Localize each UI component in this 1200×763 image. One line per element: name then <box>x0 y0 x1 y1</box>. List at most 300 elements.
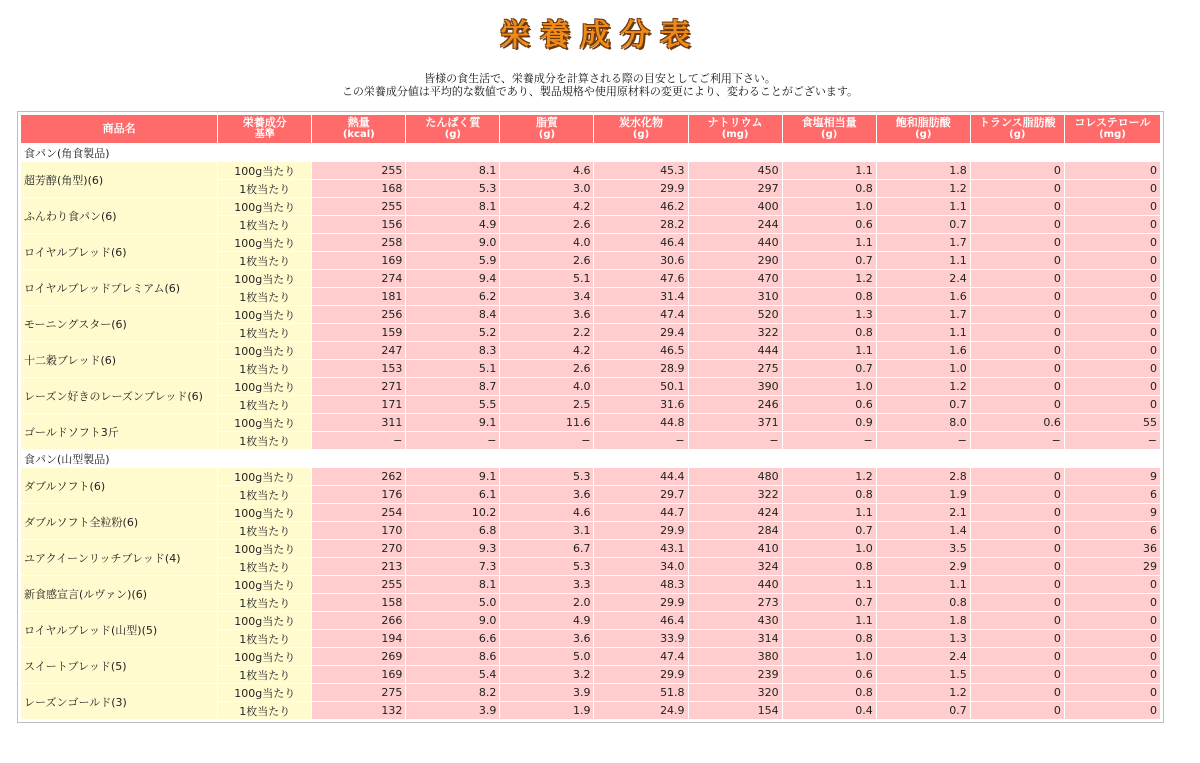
saturated-fat-value: 0.7 <box>877 216 970 233</box>
protein-value: 8.2 <box>406 684 499 701</box>
salt-value: 1.1 <box>783 612 876 629</box>
intro-line-2: この栄養成分値は平均的な数値であり、製品規格や使用原材料の変更により、変わることがございます。 <box>341 85 859 98</box>
basis-label: 1枚当たり <box>218 216 311 233</box>
salt-value: 1.0 <box>783 540 876 557</box>
saturated-fat-value: 1.6 <box>877 342 970 359</box>
carbohydrate-value: 33.9 <box>594 630 687 647</box>
table-row <box>21 576 1160 593</box>
energy-value: 159 <box>312 324 405 341</box>
fat-value: 2.0 <box>500 594 593 611</box>
product-name: 超芳醇(角型)(6) <box>21 162 217 197</box>
sodium-value: − <box>689 432 782 449</box>
sodium-value: 246 <box>689 396 782 413</box>
saturated-fat-value: 1.1 <box>877 324 970 341</box>
energy-value: 269 <box>312 648 405 665</box>
saturated-fat-value: 1.7 <box>877 306 970 323</box>
fat-value: 3.6 <box>500 630 593 647</box>
protein-value: 5.5 <box>406 396 499 413</box>
trans-fat-value: 0 <box>971 162 1064 179</box>
cholesterol-value: 6 <box>1065 522 1160 539</box>
trans-fat-value: 0 <box>971 576 1064 593</box>
fat-value: 6.7 <box>500 540 593 557</box>
trans-fat-value: 0 <box>971 522 1064 539</box>
cholesterol-value: 0 <box>1065 288 1160 305</box>
carbohydrate-value: 47.6 <box>594 270 687 287</box>
table-row <box>21 270 1160 287</box>
fat-value: 1.9 <box>500 702 593 719</box>
energy-value: 271 <box>312 378 405 395</box>
table-row <box>21 414 1160 431</box>
sodium-value: 380 <box>689 648 782 665</box>
fat-value: 2.6 <box>500 216 593 233</box>
energy-value: 254 <box>312 504 405 521</box>
energy-value: 169 <box>312 252 405 269</box>
cholesterol-value: 0 <box>1065 378 1160 395</box>
protein-value: 9.0 <box>406 612 499 629</box>
basis-label: 100g当たり <box>218 504 311 521</box>
saturated-fat-value: 1.1 <box>877 576 970 593</box>
header-sodium: ナトリウム (mg) <box>689 115 782 143</box>
trans-fat-value: 0 <box>971 594 1064 611</box>
category-row <box>21 450 1160 467</box>
energy-value: 255 <box>312 198 405 215</box>
saturated-fat-value: 1.2 <box>877 378 970 395</box>
basis-label: 100g当たり <box>218 342 311 359</box>
cholesterol-value: 0 <box>1065 684 1160 701</box>
product-name: レーズンゴールド(3) <box>21 684 217 719</box>
energy-value: 132 <box>312 702 405 719</box>
basis-label: 1枚当たり <box>218 558 311 575</box>
fat-value: 2.2 <box>500 324 593 341</box>
cholesterol-value: 36 <box>1065 540 1160 557</box>
salt-value: 0.8 <box>783 324 876 341</box>
saturated-fat-value: 1.2 <box>877 684 970 701</box>
salt-value: 0.7 <box>783 522 876 539</box>
protein-value: 8.6 <box>406 648 499 665</box>
carbohydrate-value: 28.9 <box>594 360 687 377</box>
fat-value: 5.3 <box>500 468 593 485</box>
sodium-value: 244 <box>689 216 782 233</box>
salt-value: 1.0 <box>783 648 876 665</box>
fat-value: 4.0 <box>500 378 593 395</box>
saturated-fat-value: 1.4 <box>877 522 970 539</box>
salt-value: 1.0 <box>783 198 876 215</box>
sodium-value: 154 <box>689 702 782 719</box>
salt-value: 0.7 <box>783 360 876 377</box>
salt-value: 0.8 <box>783 288 876 305</box>
fat-value: 4.9 <box>500 612 593 629</box>
protein-value: 8.3 <box>406 342 499 359</box>
basis-label: 1枚当たり <box>218 666 311 683</box>
product-name: ゴールドソフト3斤 <box>21 414 217 449</box>
energy-value: 255 <box>312 576 405 593</box>
sodium-value: 322 <box>689 324 782 341</box>
product-name: ロイヤルブレッド(6) <box>21 234 217 269</box>
energy-value: 311 <box>312 414 405 431</box>
protein-value: 5.4 <box>406 666 499 683</box>
sodium-value: 284 <box>689 522 782 539</box>
carbohydrate-value: 29.9 <box>594 180 687 197</box>
saturated-fat-value: 3.5 <box>877 540 970 557</box>
salt-value: 1.1 <box>783 576 876 593</box>
trans-fat-value: 0 <box>971 504 1064 521</box>
energy-value: 181 <box>312 288 405 305</box>
header-row <box>21 115 1160 143</box>
carbohydrate-value: 29.7 <box>594 486 687 503</box>
basis-label: 1枚当たり <box>218 630 311 647</box>
salt-value: 1.2 <box>783 468 876 485</box>
cholesterol-value: 0 <box>1065 594 1160 611</box>
sodium-value: 390 <box>689 378 782 395</box>
basis-label: 100g当たり <box>218 468 311 485</box>
protein-value: 9.1 <box>406 468 499 485</box>
sodium-value: 440 <box>689 576 782 593</box>
protein-value: 5.0 <box>406 594 499 611</box>
salt-value: 1.3 <box>783 306 876 323</box>
saturated-fat-value: 1.3 <box>877 630 970 647</box>
trans-fat-value: 0 <box>971 324 1064 341</box>
basis-label: 1枚当たり <box>218 522 311 539</box>
trans-fat-value: 0 <box>971 558 1064 575</box>
basis-label: 100g当たり <box>218 234 311 251</box>
saturated-fat-value: 1.8 <box>877 162 970 179</box>
protein-value: 9.3 <box>406 540 499 557</box>
trans-fat-value: 0 <box>971 288 1064 305</box>
trans-fat-value: 0 <box>971 648 1064 665</box>
cholesterol-value: 0 <box>1065 702 1160 719</box>
trans-fat-value: 0 <box>971 180 1064 197</box>
table-row <box>21 540 1160 557</box>
fat-value: 2.5 <box>500 396 593 413</box>
product-name: ダブルソフト(6) <box>21 468 217 503</box>
saturated-fat-value: 0.7 <box>877 396 970 413</box>
fat-value: − <box>500 432 593 449</box>
nutrition-table-frame <box>17 111 1164 723</box>
protein-value: − <box>406 432 499 449</box>
fat-value: 4.2 <box>500 342 593 359</box>
product-name: ロイヤルブレッドプレミアム(6) <box>21 270 217 305</box>
nutrition-table <box>20 114 1161 720</box>
energy-value: 266 <box>312 612 405 629</box>
table-row <box>21 648 1160 665</box>
saturated-fat-value: 1.1 <box>877 252 970 269</box>
cholesterol-value: 0 <box>1065 252 1160 269</box>
fat-value: 3.2 <box>500 666 593 683</box>
energy-value: 255 <box>312 162 405 179</box>
energy-value: 258 <box>312 234 405 251</box>
carbohydrate-value: 44.7 <box>594 504 687 521</box>
product-name: 新食感宣言(ルヴァン)(6) <box>21 576 217 611</box>
fat-value: 2.6 <box>500 252 593 269</box>
table-body <box>21 144 1160 719</box>
title-area <box>0 10 1200 54</box>
carbohydrate-value: 24.9 <box>594 702 687 719</box>
protein-value: 5.9 <box>406 252 499 269</box>
fat-value: 4.2 <box>500 198 593 215</box>
trans-fat-value: 0 <box>971 270 1064 287</box>
saturated-fat-value: 1.8 <box>877 612 970 629</box>
salt-value: 1.0 <box>783 378 876 395</box>
cholesterol-value: 6 <box>1065 486 1160 503</box>
cholesterol-value: 0 <box>1065 360 1160 377</box>
fat-value: 4.6 <box>500 504 593 521</box>
carbohydrate-value: 46.4 <box>594 234 687 251</box>
header-basis: 栄養成分 基準 <box>218 115 311 143</box>
salt-value: 1.1 <box>783 342 876 359</box>
carbohydrate-value: 29.4 <box>594 324 687 341</box>
saturated-fat-value: 2.8 <box>877 468 970 485</box>
salt-value: 1.1 <box>783 162 876 179</box>
header-trans-fat: トランス脂肪酸 (g) <box>971 115 1064 143</box>
fat-value: 4.0 <box>500 234 593 251</box>
energy-value: 275 <box>312 684 405 701</box>
protein-value: 8.7 <box>406 378 499 395</box>
trans-fat-value: 0.6 <box>971 414 1064 431</box>
sodium-value: 239 <box>689 666 782 683</box>
energy-value: 168 <box>312 180 405 197</box>
carbohydrate-value: 29.9 <box>594 666 687 683</box>
saturated-fat-value: 1.2 <box>877 180 970 197</box>
energy-value: 153 <box>312 360 405 377</box>
fat-value: 11.6 <box>500 414 593 431</box>
sodium-value: 440 <box>689 234 782 251</box>
sodium-value: 320 <box>689 684 782 701</box>
trans-fat-value: 0 <box>971 378 1064 395</box>
sodium-value: 273 <box>689 594 782 611</box>
fat-value: 5.1 <box>500 270 593 287</box>
trans-fat-value: 0 <box>971 342 1064 359</box>
saturated-fat-value: 1.1 <box>877 198 970 215</box>
trans-fat-value: 0 <box>971 216 1064 233</box>
cholesterol-value: 0 <box>1065 216 1160 233</box>
salt-value: 0.4 <box>783 702 876 719</box>
protein-value: 8.1 <box>406 576 499 593</box>
energy-value: 262 <box>312 468 405 485</box>
trans-fat-value: 0 <box>971 684 1064 701</box>
saturated-fat-value: 2.4 <box>877 270 970 287</box>
table-row <box>21 684 1160 701</box>
carbohydrate-value: 28.2 <box>594 216 687 233</box>
basis-label: 1枚当たり <box>218 252 311 269</box>
sodium-value: 400 <box>689 198 782 215</box>
salt-value: 0.9 <box>783 414 876 431</box>
protein-value: 8.1 <box>406 162 499 179</box>
basis-label: 1枚当たり <box>218 360 311 377</box>
sodium-value: 424 <box>689 504 782 521</box>
cholesterol-value: 0 <box>1065 342 1160 359</box>
cholesterol-value: 0 <box>1065 198 1160 215</box>
protein-value: 6.2 <box>406 288 499 305</box>
basis-label: 1枚当たり <box>218 702 311 719</box>
saturated-fat-value: 2.4 <box>877 648 970 665</box>
salt-value: − <box>783 432 876 449</box>
carbohydrate-value: 47.4 <box>594 306 687 323</box>
energy-value: 169 <box>312 666 405 683</box>
cholesterol-value: − <box>1065 432 1160 449</box>
basis-label: 100g当たり <box>218 270 311 287</box>
carbohydrate-value: 45.3 <box>594 162 687 179</box>
energy-value: 156 <box>312 216 405 233</box>
cholesterol-value: 0 <box>1065 162 1160 179</box>
cholesterol-value: 0 <box>1065 324 1160 341</box>
energy-value: 171 <box>312 396 405 413</box>
protein-value: 5.3 <box>406 180 499 197</box>
table-row <box>21 234 1160 251</box>
cholesterol-value: 29 <box>1065 558 1160 575</box>
salt-value: 0.8 <box>783 630 876 647</box>
trans-fat-value: 0 <box>971 486 1064 503</box>
trans-fat-value: 0 <box>971 612 1064 629</box>
carbohydrate-value: 50.1 <box>594 378 687 395</box>
basis-label: 100g当たり <box>218 540 311 557</box>
trans-fat-value: 0 <box>971 252 1064 269</box>
basis-label: 100g当たり <box>218 414 311 431</box>
saturated-fat-value: 8.0 <box>877 414 970 431</box>
trans-fat-value: 0 <box>971 630 1064 647</box>
sodium-value: 297 <box>689 180 782 197</box>
fat-value: 3.4 <box>500 288 593 305</box>
sodium-value: 322 <box>689 486 782 503</box>
salt-value: 0.8 <box>783 486 876 503</box>
fat-value: 3.1 <box>500 522 593 539</box>
protein-value: 7.3 <box>406 558 499 575</box>
header-protein: たんぱく質 (g) <box>406 115 499 143</box>
table-row <box>21 378 1160 395</box>
product-name: レーズン好きのレーズンブレッド(6) <box>21 378 217 413</box>
saturated-fat-value: 2.1 <box>877 504 970 521</box>
protein-value: 10.2 <box>406 504 499 521</box>
carbohydrate-value: 30.6 <box>594 252 687 269</box>
basis-label: 100g当たり <box>218 684 311 701</box>
carbohydrate-value: 48.3 <box>594 576 687 593</box>
sodium-value: 324 <box>689 558 782 575</box>
fat-value: 2.6 <box>500 360 593 377</box>
cholesterol-value: 0 <box>1065 270 1160 287</box>
carbohydrate-value: 43.1 <box>594 540 687 557</box>
product-name: ロイヤルブレッド(山型)(5) <box>21 612 217 647</box>
category-label: 食パン(角食製品) <box>21 144 1160 161</box>
product-name: ユアクイーンリッチブレッド(4) <box>21 540 217 575</box>
basis-label: 1枚当たり <box>218 486 311 503</box>
carbohydrate-value: 34.0 <box>594 558 687 575</box>
sodium-value: 430 <box>689 612 782 629</box>
energy-value: 213 <box>312 558 405 575</box>
header-product-name: 商品名 <box>21 115 217 143</box>
salt-value: 1.2 <box>783 270 876 287</box>
protein-value: 6.6 <box>406 630 499 647</box>
table-row <box>21 306 1160 323</box>
fat-value: 3.0 <box>500 180 593 197</box>
energy-value: 247 <box>312 342 405 359</box>
energy-value: 274 <box>312 270 405 287</box>
trans-fat-value: 0 <box>971 468 1064 485</box>
saturated-fat-value: − <box>877 432 970 449</box>
salt-value: 0.6 <box>783 666 876 683</box>
energy-value: 158 <box>312 594 405 611</box>
carbohydrate-value: 29.9 <box>594 594 687 611</box>
trans-fat-value: 0 <box>971 234 1064 251</box>
carbohydrate-value: − <box>594 432 687 449</box>
sodium-value: 450 <box>689 162 782 179</box>
salt-value: 0.8 <box>783 684 876 701</box>
sodium-value: 371 <box>689 414 782 431</box>
salt-value: 1.1 <box>783 504 876 521</box>
intro-text <box>0 72 1200 98</box>
header-fat: 脂質 (g) <box>500 115 593 143</box>
carbohydrate-value: 46.5 <box>594 342 687 359</box>
trans-fat-value: 0 <box>971 540 1064 557</box>
cholesterol-value: 0 <box>1065 612 1160 629</box>
energy-value: 176 <box>312 486 405 503</box>
protein-value: 4.9 <box>406 216 499 233</box>
cholesterol-value: 9 <box>1065 468 1160 485</box>
energy-value: 170 <box>312 522 405 539</box>
salt-value: 0.7 <box>783 252 876 269</box>
product-name: スイートブレッド(5) <box>21 648 217 683</box>
basis-label: 100g当たり <box>218 612 311 629</box>
basis-label: 1枚当たり <box>218 180 311 197</box>
protein-value: 9.4 <box>406 270 499 287</box>
salt-value: 1.1 <box>783 234 876 251</box>
intro-line-1: 皆様の食生活で、栄養成分を計算される際の目安としてご利用下さい。 <box>424 72 776 85</box>
basis-label: 1枚当たり <box>218 288 311 305</box>
sodium-value: 310 <box>689 288 782 305</box>
protein-value: 3.9 <box>406 702 499 719</box>
carbohydrate-value: 46.4 <box>594 612 687 629</box>
cholesterol-value: 0 <box>1065 630 1160 647</box>
trans-fat-value: 0 <box>971 666 1064 683</box>
protein-value: 6.8 <box>406 522 499 539</box>
fat-value: 3.3 <box>500 576 593 593</box>
saturated-fat-value: 1.0 <box>877 360 970 377</box>
product-name: ふんわり食パン(6) <box>21 198 217 233</box>
saturated-fat-value: 0.7 <box>877 702 970 719</box>
energy-value: − <box>312 432 405 449</box>
header-salt: 食塩相当量 (g) <box>783 115 876 143</box>
carbohydrate-value: 47.4 <box>594 648 687 665</box>
salt-value: 0.8 <box>783 558 876 575</box>
cholesterol-value: 0 <box>1065 666 1160 683</box>
table-row <box>21 162 1160 179</box>
basis-label: 100g当たり <box>218 306 311 323</box>
saturated-fat-value: 1.6 <box>877 288 970 305</box>
fat-value: 3.6 <box>500 306 593 323</box>
carbohydrate-value: 51.8 <box>594 684 687 701</box>
saturated-fat-value: 2.9 <box>877 558 970 575</box>
salt-value: 0.8 <box>783 180 876 197</box>
protein-value: 8.4 <box>406 306 499 323</box>
salt-value: 0.6 <box>783 396 876 413</box>
product-name: 十二穀ブレッド(6) <box>21 342 217 377</box>
sodium-value: 314 <box>689 630 782 647</box>
protein-value: 9.0 <box>406 234 499 251</box>
carbohydrate-value: 44.4 <box>594 468 687 485</box>
saturated-fat-value: 0.8 <box>877 594 970 611</box>
protein-value: 6.1 <box>406 486 499 503</box>
table-row <box>21 342 1160 359</box>
sodium-value: 520 <box>689 306 782 323</box>
sodium-value: 480 <box>689 468 782 485</box>
category-label: 食パン(山型製品) <box>21 450 1160 467</box>
sodium-value: 444 <box>689 342 782 359</box>
cholesterol-value: 0 <box>1065 648 1160 665</box>
page-title: 栄養成分表 <box>500 18 700 53</box>
header-saturated-fat: 飽和脂肪酸 (g) <box>877 115 970 143</box>
header-energy: 熱量 (kcal) <box>312 115 405 143</box>
cholesterol-value: 0 <box>1065 306 1160 323</box>
table-row <box>21 198 1160 215</box>
fat-value: 5.0 <box>500 648 593 665</box>
